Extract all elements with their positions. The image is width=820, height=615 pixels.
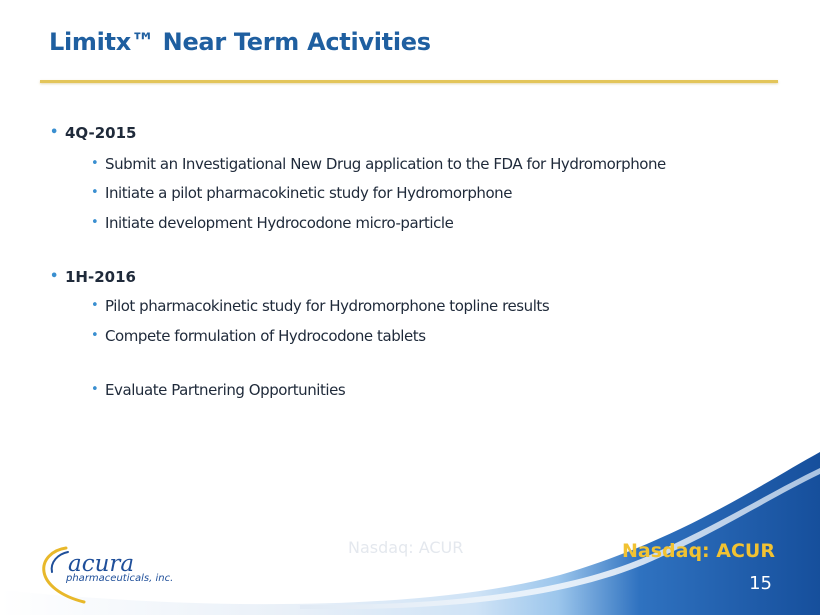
bullet-dot-icon: • <box>91 328 99 343</box>
bullet-dot-icon: • <box>91 382 99 397</box>
logo-wordmark: acura <box>68 551 135 577</box>
bullet-dot-icon: • <box>91 298 99 313</box>
list-item-text: Evaluate Partnering Opportunities <box>105 381 346 399</box>
list-item-text: Pilot pharmacokinetic study for Hydromorphone topline results <box>105 297 550 315</box>
list-item-text: Initiate development Hydrocodone micro-particle <box>105 214 454 232</box>
slide-title: Limitx™ Near Term Activities <box>49 28 431 56</box>
section-heading-text: 4Q-2015 <box>65 124 137 142</box>
bullet-dot-icon: • <box>50 125 59 140</box>
bullet-dot-icon: • <box>50 269 59 284</box>
page-number: 15 <box>749 573 772 594</box>
bullet-dot-icon: • <box>91 215 99 230</box>
ghost-ticker-text: Nasdaq: ACUR <box>348 538 464 557</box>
list-item-text: Submit an Investigational New Drug application to the FDA for Hydromorphone <box>105 155 666 173</box>
bullet-dot-icon: • <box>91 156 99 171</box>
nasdaq-ticker: Nasdaq: ACUR <box>622 540 775 562</box>
logo-subtitle: pharmaceuticals, inc. <box>66 573 174 584</box>
section-heading-text: 1H-2016 <box>65 268 136 286</box>
list-item-text: Compete formulation of Hydrocodone tablets <box>105 327 426 345</box>
title-divider <box>40 80 778 83</box>
bullet-dot-icon: • <box>91 185 99 200</box>
list-item-text: Initiate a pilot pharmacokinetic study for Hydromorphone <box>105 184 513 202</box>
